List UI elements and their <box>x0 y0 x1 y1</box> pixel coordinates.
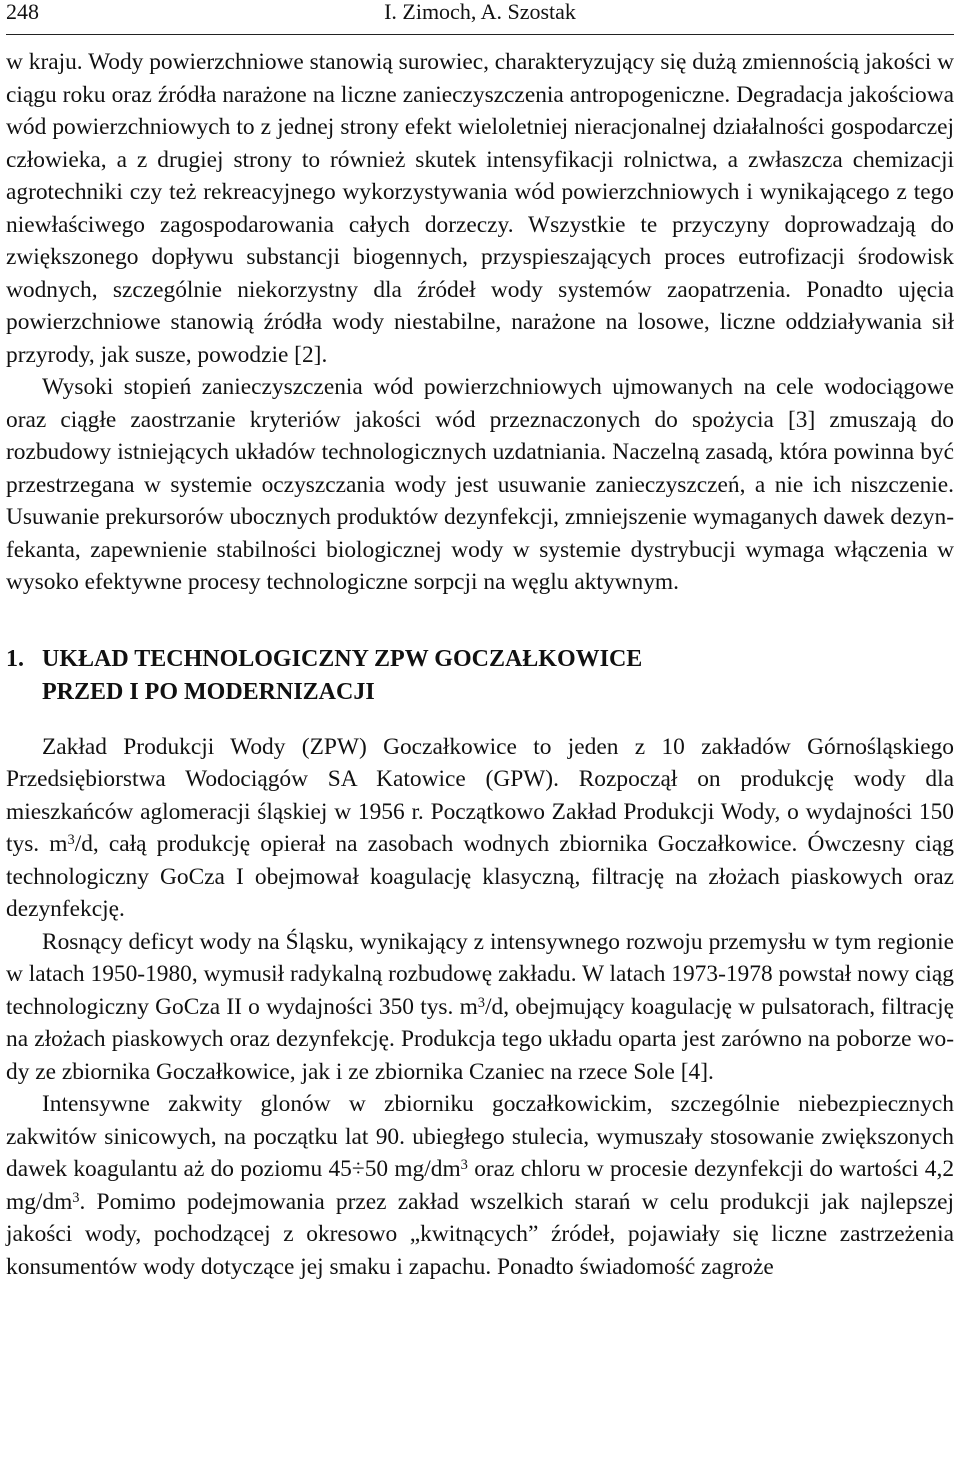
paragraph-intro-2: Wysoki stopień zanieczyszczenia wód powierzchniowych ujmowanych na cele wodociągowe oraz ciągłe zaostrzanie kryteriów jakości wód przeznaczonych do spożycia [3] zmuszają do rozbudowy istniejących układów technologicznych uzdatniania. Naczelną zasadą, która powinna być przestrzegana w systemie oczyszczania wody jest usuwanie zanieczyszczeń, a nie ich niszczenie. Usuwanie prekursorów ubocznych produktów dezynfekcji, zmniejszenie wymaganych dawek dezynfekanta, zapewnienie stabilności biologicznej wody w systemie dystrybucji wymaga włączenia w wysoko efektywne procesy technologiczne sorpcji na węglu aktywnym. <box>6 374 954 595</box>
superscript: 3 <box>477 994 486 1011</box>
text-run: Zakład Produkcji Wody (ZPW) Goczałkowice to jeden z 10 zakładów Górnośląskiego Przedsiębiorstwa Wodociągów SA Katowice (GPW). Rozpoczął on produkcję wody dla mieszkańców aglomeracji śląskiej w 1956 r. Początkowo Zakład Produkcji Wody, o wydajności 150 tys. m <box>6 733 954 857</box>
section-title-line-1: UKŁAD TECHNOLOGICZNY ZPW GOCZAŁKOWICE <box>42 645 643 672</box>
running-header <box>6 0 954 24</box>
section-number: 1. <box>6 645 24 672</box>
body-text <box>6 46 954 1283</box>
section-title <box>42 643 954 709</box>
paragraph-intro-1: w kraju. Wody powierzchniowe stanowią surowiec, charakteryzujący się dużą zmiennością jakości w ciągu roku oraz źródła narażone na liczne zanieczyszczenia antropogeniczne. Degradacja jakościowa wód powierzchniowych to z jednej strony efekt wieloletniej nieracjonalnej działalności gospodarczej człowieka, a z drugiej strony to również skutek intensyfikacji rolnictwa, a zwłaszcza chemizacji agrotechniki czy też rekreacyjnego wykorzystywania wód powierzchniowych i wynikającego z tego niewłaściwego zagospodarowania całych dorzeczy. Wszystkie te przyczyny doprowadzają do zwiększonego dopływu substancji biogennych, przyspieszających proces eutrofizacji środowisk wodnych, szczególnie niekorzystny dla źródeł wody systemów zaopatrzenia. Ponadto ujęcia powierzchniowe stanowią źródła wody niestabilne, narażone na losowe, liczne oddziaływania sił przyrody, jak susze, powodzie [2]. <box>6 49 954 368</box>
section-spacer <box>6 599 954 643</box>
page-number: 248 <box>6 0 39 24</box>
text-run: . Pomimo podejmowania przez zakład wszelkich starań w celu produkcji jak najlepszej jakości wody, pochodzącej z okresowo „kwitnących” źródeł, pojawiały się liczne zastrzeżenia konsumentów wody dotyczące jej smaku i zapachu. Ponadto świadomość zagroże <box>6 1188 954 1280</box>
page <box>6 0 955 1280</box>
text-run: oraz chloru w procesie dezynfekcji do wartości 4,2 mg/dm <box>6 1156 955 1215</box>
header-rule <box>6 34 954 35</box>
paragraph-section-2 <box>6 926 954 1089</box>
superscript: 3 <box>67 831 75 848</box>
text-run: /d, całą produkcję opierał na zasobach wodnych zbiornika Goczałkowice. Ówczesny ciąg technologiczny GoCza I obejmował koagulację klasyczną, filtrację na złożach piaskowych oraz dezynfekcję. <box>6 831 955 922</box>
text-run: Intensywne zakwity glonów w zbiorniku goczałkowickim, szczególnie niebezpiecznych zakwitów sinicowych, na początku lat 90. ubiegłego stulecia, wymuszały stosowanie zwiększonych dawek koagulantu aż do poziomu 45 <box>6 1091 954 1182</box>
running-header-authors: I. Zimoch, A. Szostak <box>384 0 576 24</box>
text-run: 50 mg/dm <box>364 1156 461 1182</box>
paragraph-section-3 <box>6 1088 954 1283</box>
paragraph-section-1 <box>6 731 954 926</box>
superscript: 3 <box>460 1156 468 1173</box>
text-run: Rosnący deficyt wody na Śląsku, wynikający z intensywnego rozwoju przemysłu w tym regionie w latach 1950-1980, wymusił radykalną rozbudowę zakładu. W latach 1973-1978 powstał nowy ciąg technologiczny GoCza II o wydajności 350 tys. m <box>6 928 954 1020</box>
superscript: 3 <box>72 1189 80 1206</box>
section-title-line-2: PRZED I PO MODERNIZACJI <box>42 678 375 705</box>
section-heading <box>6 643 954 709</box>
division-sign: ÷ <box>351 1156 365 1182</box>
text-run: /d, obejmujący koagulację w pulsatorach, filtrację na złożach piaskowych oraz dezynfekcję. Produkcja tego układu oparta jest zarówno na poborze wody ze zbiornika Goczałkowice, jak i ze zbiornika Czaniec na rzece Sole [4]. <box>6 993 955 1085</box>
